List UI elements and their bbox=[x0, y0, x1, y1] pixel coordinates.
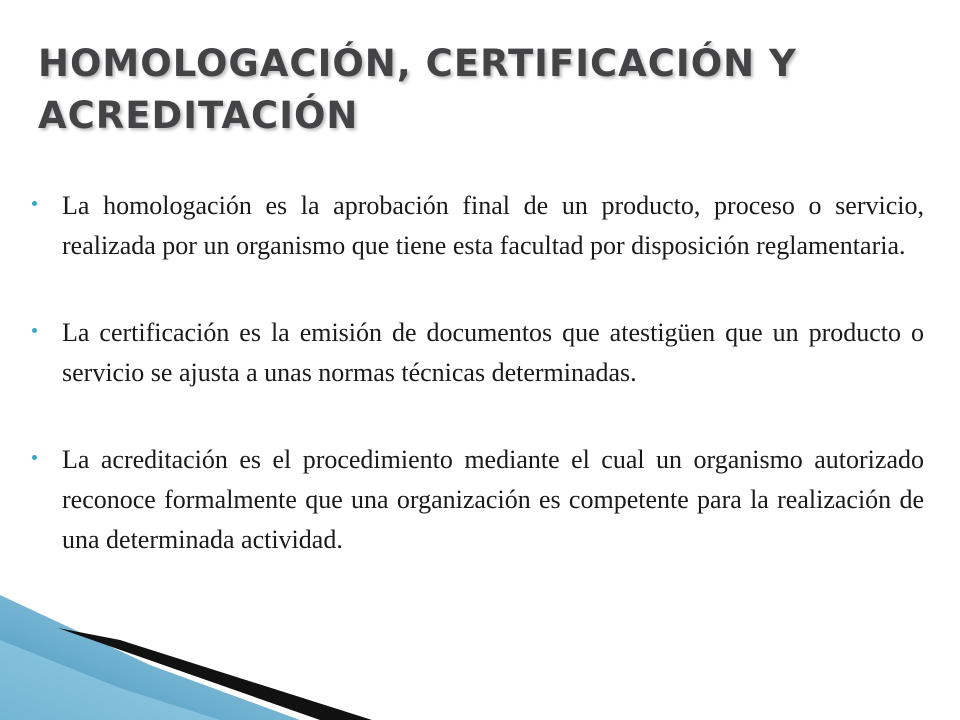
bullet-dot-icon bbox=[32, 328, 37, 333]
bullet-text: La certificación es la emisión de documentos que atestigüen que un producto o servicio se ajusta a unas normas técnicas determinadas. bbox=[62, 318, 924, 387]
bullet-item-homologacion bbox=[24, 186, 924, 266]
bullet-dot-icon bbox=[32, 201, 37, 206]
bullet-item-acreditacion bbox=[24, 440, 924, 560]
black-swoosh-shape bbox=[58, 628, 372, 720]
bullet-list bbox=[24, 186, 924, 560]
blue-swoosh-shape bbox=[0, 595, 300, 720]
slide-title: HOMOLOGACIÓN, CERTIFICACIÓN Y ACREDITACIÓN bbox=[38, 42, 797, 137]
light-swoosh-shape bbox=[0, 640, 220, 720]
bullet-text: La homologación es la aprobación final de un producto, proceso o servicio, realizada por un organismo que tiene esta facultad por disposición reglamentaria. bbox=[62, 191, 924, 260]
bullet-text: La acreditación es el procedimiento mediante el cual un organismo autorizado reconoce formalmente que una organización es competente para la realización de una determinada actividad. bbox=[62, 445, 924, 554]
bullet-item-certificacion bbox=[24, 313, 924, 393]
bullet-dot-icon bbox=[32, 455, 37, 460]
